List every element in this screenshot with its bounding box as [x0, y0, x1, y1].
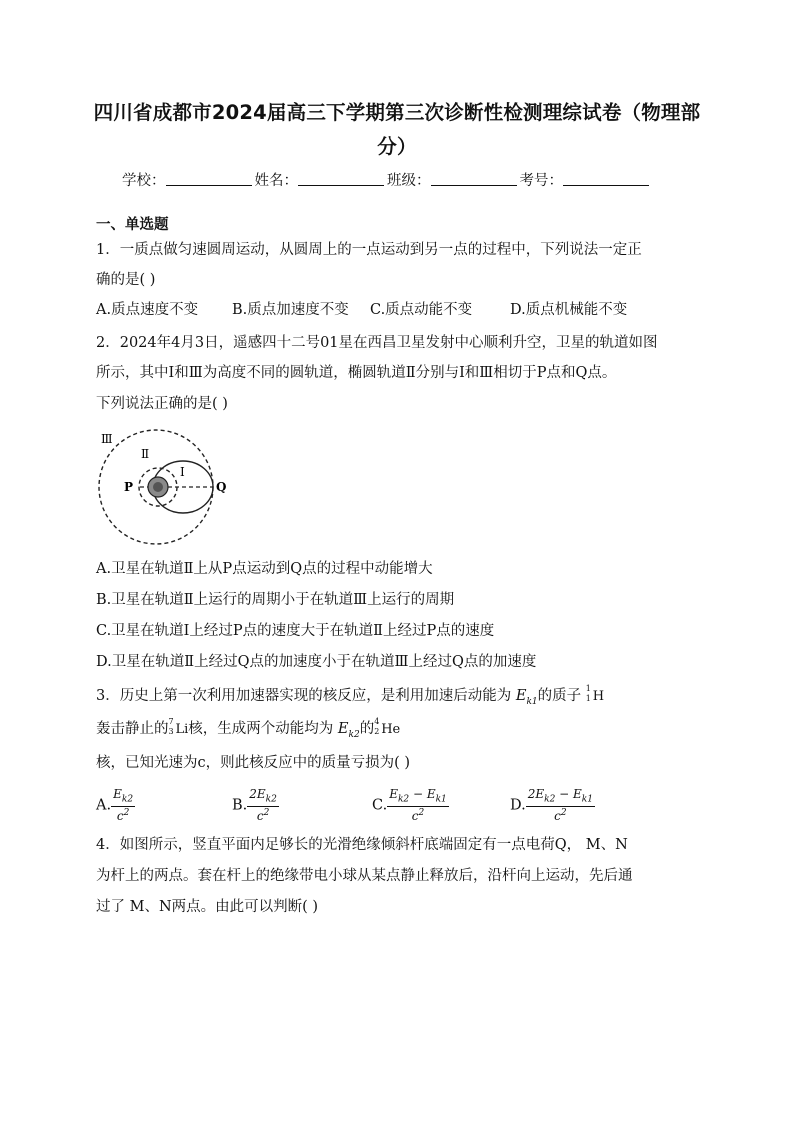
- student-info-row: [122, 169, 652, 190]
- q3-line-3: 核，已知光速为c，则此核反应中的质量亏损为( ): [96, 755, 411, 771]
- q3-option-c: C. $\frac{E_{k2} - E_{k1}}{c^2}$: [372, 787, 447, 824]
- school-label: 学校：: [122, 173, 166, 189]
- q3-option-d: D. $\frac{2E_{k2} - E_{k1}}{c^2}$: [510, 787, 593, 824]
- q4-line-3: 过了 M、N两点。由此可以判断( ): [96, 899, 319, 915]
- label-p: P: [124, 480, 134, 494]
- q2-line-1: 2．2024年4月3日，遥感四十二号01星在西昌卫星发射中心顺利升空，卫星的轨道如图: [96, 335, 658, 351]
- title-line-1: 四川省成都市2024届高三下学期第三次诊断性检测理综试卷（物理部: [93, 101, 701, 124]
- q2-option-a: A.卫星在轨道Ⅱ上从P点运动到Q点的过程中动能增大: [96, 561, 433, 577]
- helium-nuclide: 4 2 He: [374, 717, 401, 737]
- q2-option-c: C.卫星在轨道Ⅰ上经过P点的速度大于在轨道Ⅱ上经过P点的速度: [96, 623, 495, 639]
- q4-line-2: 为杆上的两点。套在杆上的绝缘带电小球从某点静止释放后，沿杆向上运动，先后通: [96, 868, 633, 884]
- q1-option-a: A.质点速度不变: [96, 302, 199, 318]
- lithium-nuclide: 7 3 Li: [168, 717, 189, 737]
- label-i: I: [180, 465, 185, 479]
- title-line-2: 分）: [377, 135, 417, 158]
- q4-line-1: 4．如图所示，竖直平面内足够长的光滑绝缘倾斜杆底端固定有一点电荷Q， M、N: [96, 837, 628, 853]
- q2-line-3: 下列说法正确的是( ): [96, 396, 228, 412]
- label-q: Q: [216, 480, 227, 494]
- q3-line-2: 轰击静止的 7 3 Li核，生成两个动能均为 $E_{k2}$的 4 2 He: [96, 717, 401, 740]
- q2-option-b: B.卫星在轨道Ⅱ上运行的周期小于在轨道Ⅲ上运行的周期: [96, 592, 455, 608]
- exam-title: [80, 96, 714, 164]
- q3-option-a: A. $\frac{E_{k2}}{c^2}$: [96, 787, 134, 824]
- class-blank[interactable]: [431, 171, 517, 186]
- orbit-diagram: [96, 428, 246, 552]
- school-blank[interactable]: [166, 171, 252, 186]
- ek2-symbol: $E_{k2}$: [337, 721, 360, 740]
- q2-line-2: 所示，其中Ⅰ和Ⅲ为高度不同的圆轨道，椭圆轨道Ⅱ分别与Ⅰ和Ⅲ相切于P点和Q点。: [96, 365, 617, 381]
- name-label: 姓名：: [254, 173, 298, 189]
- class-label: 班级：: [387, 173, 431, 189]
- q1-option-c: C.质点动能不变: [370, 302, 473, 318]
- q1-line-1: 1．一质点做匀速圆周运动，从圆周上的一点运动到另一点的过程中，下列说法一定正: [96, 242, 642, 258]
- q2-option-d: D.卫星在轨道Ⅱ上经过Q点的加速度小于在轨道Ⅲ上经过Q点的加速度: [96, 654, 537, 670]
- exam-no-label: 考号：: [519, 173, 563, 189]
- ek1-symbol: $E_{k1}$: [515, 688, 538, 707]
- label-ii: Ⅱ: [141, 447, 150, 461]
- proton-nuclide: 1 1 H: [585, 684, 605, 704]
- q3-option-b: B. $\frac{2E_{k2}}{c^2}$: [232, 787, 277, 824]
- exam-no-blank[interactable]: [563, 171, 649, 186]
- q1-option-d: D.质点机械能不变: [510, 302, 628, 318]
- label-iii: Ⅲ: [101, 432, 113, 446]
- section-heading: 一、单选题: [96, 217, 169, 233]
- q1-line-2: 确的是( ): [96, 272, 156, 288]
- q3-line-1: 3．历史上第一次利用加速器实现的核反应，是利用加速后动能为 $E_{k1}$的质子 1 1 H: [96, 684, 605, 707]
- name-blank[interactable]: [298, 171, 384, 186]
- q1-option-b: B.质点加速度不变: [232, 302, 349, 318]
